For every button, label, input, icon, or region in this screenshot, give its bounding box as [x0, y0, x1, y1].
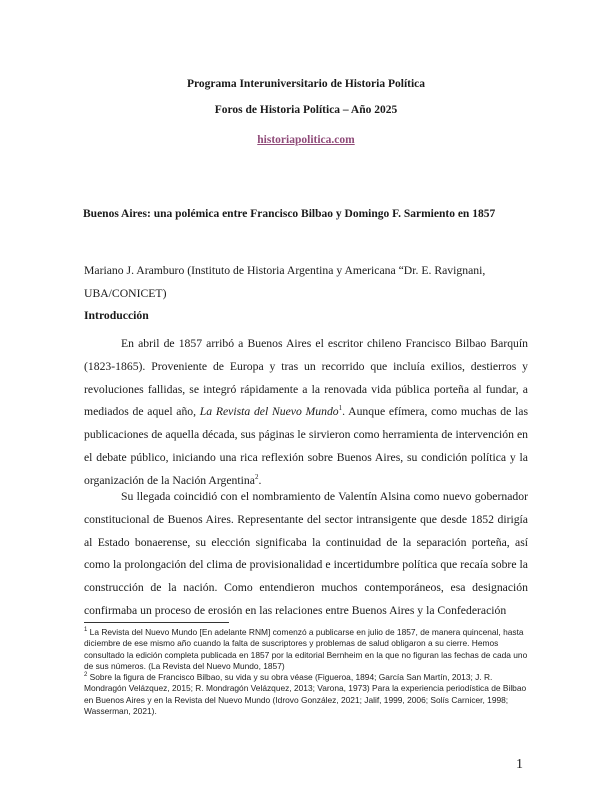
paragraph-1-text-a: En abril de 1857 arribó a Buenos Aires el escritor chileno Francisco Bilbao Barquín (1823-1865). Proveniente de Europa y tras un recorrido que incluía exilios, destierros y revoluciones fallidas, se integró rápidamente a la renovada vida pública porteña al fundar, a mediados de aquel año,	[84, 337, 528, 419]
footnote-divider	[84, 622, 229, 623]
author-line: Mariano J. Aramburo (Instituto de Historia Argentina y Americana “Dr. E. Ravignani, UBA/CONICET)	[84, 264, 486, 300]
footnote-1-number: 1	[84, 627, 88, 634]
footnote-1-text: La Revista del Nuevo Mundo [En adelante RNM] comenzó a publicarse en julio de 1857, de manera quincenal, hasta diciembre de ese mismo año cuando la falta de suscriptores y problemas de salud obligaron a su cierre. Hemos consultado la edición completa publicada en 1857 por la editorial Bernheim en la que no figuran las fechas de cada uno de sus números. (La Revista del Nuevo Mundo, 1857)	[84, 627, 528, 671]
journal-title: La Revista del Nuevo Mundo	[199, 405, 339, 419]
footnote-2-text: Sobre la figura de Francisco Bilbao, su vida y su obra véase (Figueroa, 1894; García San Martín, 2013; J. R. Mondragón Velázquez, 2015; R. Mondragón Velázquez, 2013; Varona, 1973) Para la experiencia periodística de Bilbao en Buenos Aires y en la Revista del Nuevo Mundo (Idrovo González, 2021; Jalif, 1999, 2006; Solís Carnicer, 1998; Wasserman, 2021).	[84, 672, 527, 717]
site-link[interactable]: historiapolitica.com	[257, 134, 355, 146]
footnotes	[84, 627, 528, 717]
article-title: Buenos Aires: una polémica entre Francisco Bilbao y Domingo F. Sarmiento en 1857	[83, 208, 496, 220]
paragraph-2: Su llegada coincidió con el nombramiento de Valentín Alsina como nuevo gobernador constitucional de Buenos Aires. Representante del sector intransigente que desde 1852 dirigía al Estado bonaerense, su elección significaba la continuidad de la separación porteña, así como la prolongación del clima de provisionalidad e incertidumbre política que recaía sobre la construcción de la nación. Como entendieron muchos contemporáneos, esa designación confirmaba un proceso de erosión en las relaciones entre Buenos Aires y la Confederación	[84, 490, 528, 617]
program-header: Programa Interuniversitario de Historia Política	[186, 78, 426, 90]
page-number: 1	[516, 757, 523, 772]
footnote-ref-2[interactable]: 2	[254, 472, 259, 481]
footnote-ref-1[interactable]: 1	[338, 404, 343, 413]
footnote-2-number: 2	[84, 672, 88, 679]
site-link-wrapper	[0, 130, 612, 148]
section-heading: Introducción	[84, 309, 149, 322]
forum-header: Foros de Historia Política – Año 2025	[214, 104, 398, 116]
footnote-1	[84, 627, 528, 672]
paragraph-1-text-c: .	[258, 473, 262, 487]
paragraph-1	[84, 333, 528, 493]
paragraph-1-text-b: . Aunque efímera, como muchas de las publicaciones de aquella década, sus páginas le sirvieron como herramienta de intervención en el debate público, iniciando una rica reflexión sobre Buenos Aires, su condición política y la organización de la Nación Argentina	[84, 405, 529, 487]
footnote-2	[84, 672, 528, 717]
